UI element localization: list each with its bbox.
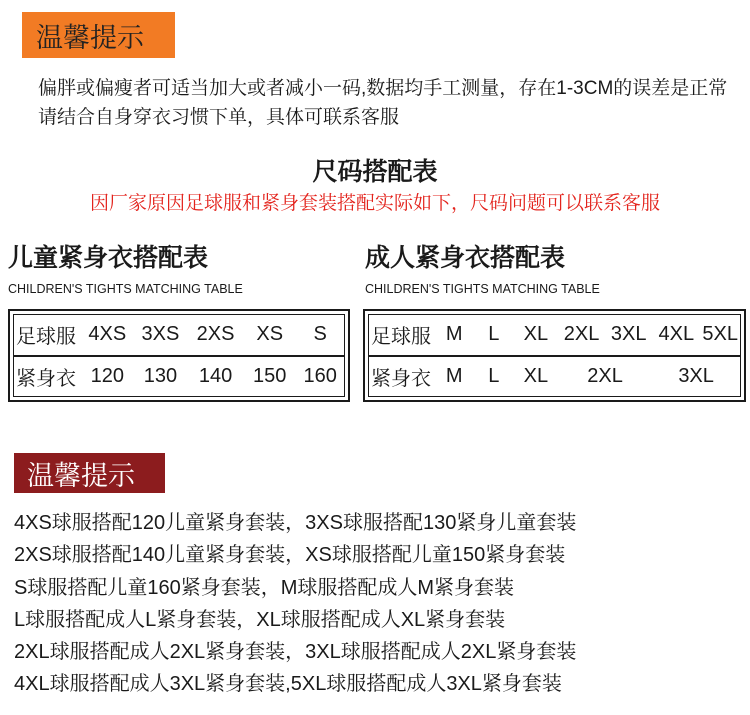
tip-label: 温馨提示	[36, 22, 144, 53]
children-table-subheading: CHILDREN'S TIGHTS MATCHING TABLE	[8, 282, 243, 296]
list-item: 4XS球服搭配120儿童紧身套装，3XS球服搭配130紧身儿童套装	[14, 512, 577, 534]
tights-size-cell: 3XL	[678, 364, 714, 387]
tights-size-cell: 130	[143, 364, 178, 387]
tights-size-cell: 140	[198, 364, 233, 387]
adult-size-grid	[368, 314, 741, 397]
jersey-size-cell: 5XL	[700, 315, 740, 356]
adult-table-subheading: CHILDREN'S TIGHTS MATCHING TABLE	[365, 282, 600, 296]
jersey-row	[14, 315, 345, 356]
row-label: 足球服	[14, 315, 82, 356]
notice-line: 偏胖或偏瘦者可适当加大或者减小一码,数据均手工测量，存在1-3CM的误差是正常	[38, 78, 728, 99]
tights-size-cell: M	[445, 364, 463, 387]
adult-table-heading: 成人紧身衣搭配表	[365, 244, 566, 272]
tights-size-cell: L	[488, 364, 500, 387]
tip-banner-top	[22, 12, 175, 58]
children-table-heading: 儿童紧身衣搭配表	[8, 244, 209, 272]
jersey-size-cell: 2XS	[188, 315, 243, 356]
adult-size-table	[363, 309, 746, 402]
tights-size-cell: 160	[303, 364, 337, 387]
jersey-size-cell: S	[296, 315, 344, 356]
jersey-size-cell: 3XL	[605, 315, 652, 356]
matching-rules-list	[14, 507, 576, 701]
list-item: 2XL球服搭配成人2XL紧身套装，3XL球服搭配成人2XL紧身套装	[14, 641, 577, 664]
list-item: 2XS球服搭配140儿童紧身套装，XS球服搭配儿童150紧身套装	[14, 544, 566, 567]
tights-size-cell: XL	[523, 364, 549, 387]
jersey-size-cell: 2XL	[558, 315, 605, 356]
notice-text	[38, 74, 727, 132]
tights-row	[14, 356, 345, 397]
jersey-size-cell: XS	[243, 315, 296, 356]
jersey-size-cell: 4XL	[652, 315, 700, 356]
row-label: 紧身衣	[16, 367, 76, 390]
jersey-size-cell: M	[435, 315, 474, 356]
jersey-size-cell: XL	[514, 315, 558, 356]
jersey-size-cell: L	[474, 315, 514, 356]
row-label: 紧身衣	[371, 367, 431, 390]
row-label: 足球服	[369, 315, 435, 356]
tip-label: 温馨提示	[27, 460, 135, 491]
list-item: S球服搭配儿童160紧身套装，M球服搭配成人M紧身套装	[14, 576, 515, 599]
tip-banner-bottom	[14, 453, 165, 493]
jersey-size-cell: 3XS	[133, 315, 188, 356]
notice-line: 请结合自身穿衣习惯下单，具体可联系客服	[38, 107, 400, 128]
list-item: 4XL球服搭配成人3XL紧身套装,5XL球服搭配成人3XL紧身套装	[14, 673, 562, 696]
jersey-row	[369, 315, 741, 356]
tights-size-cell: 2XL	[587, 364, 623, 387]
tights-size-cell: 150	[253, 364, 287, 387]
size-chart-subtitle: 因厂家原因足球服和紧身套装搭配实际如下，尺码问题可以联系客服	[89, 193, 660, 214]
children-size-grid	[13, 314, 345, 397]
jersey-size-cell: 4XS	[82, 315, 133, 356]
children-size-table	[8, 309, 350, 402]
tights-row	[369, 356, 741, 397]
size-chart-title: 尺码搭配表	[312, 158, 438, 186]
tights-size-cell: 120	[90, 364, 124, 387]
list-item: L球服搭配成人L紧身套装，XL球服搭配成人XL紧身套装	[14, 608, 506, 631]
